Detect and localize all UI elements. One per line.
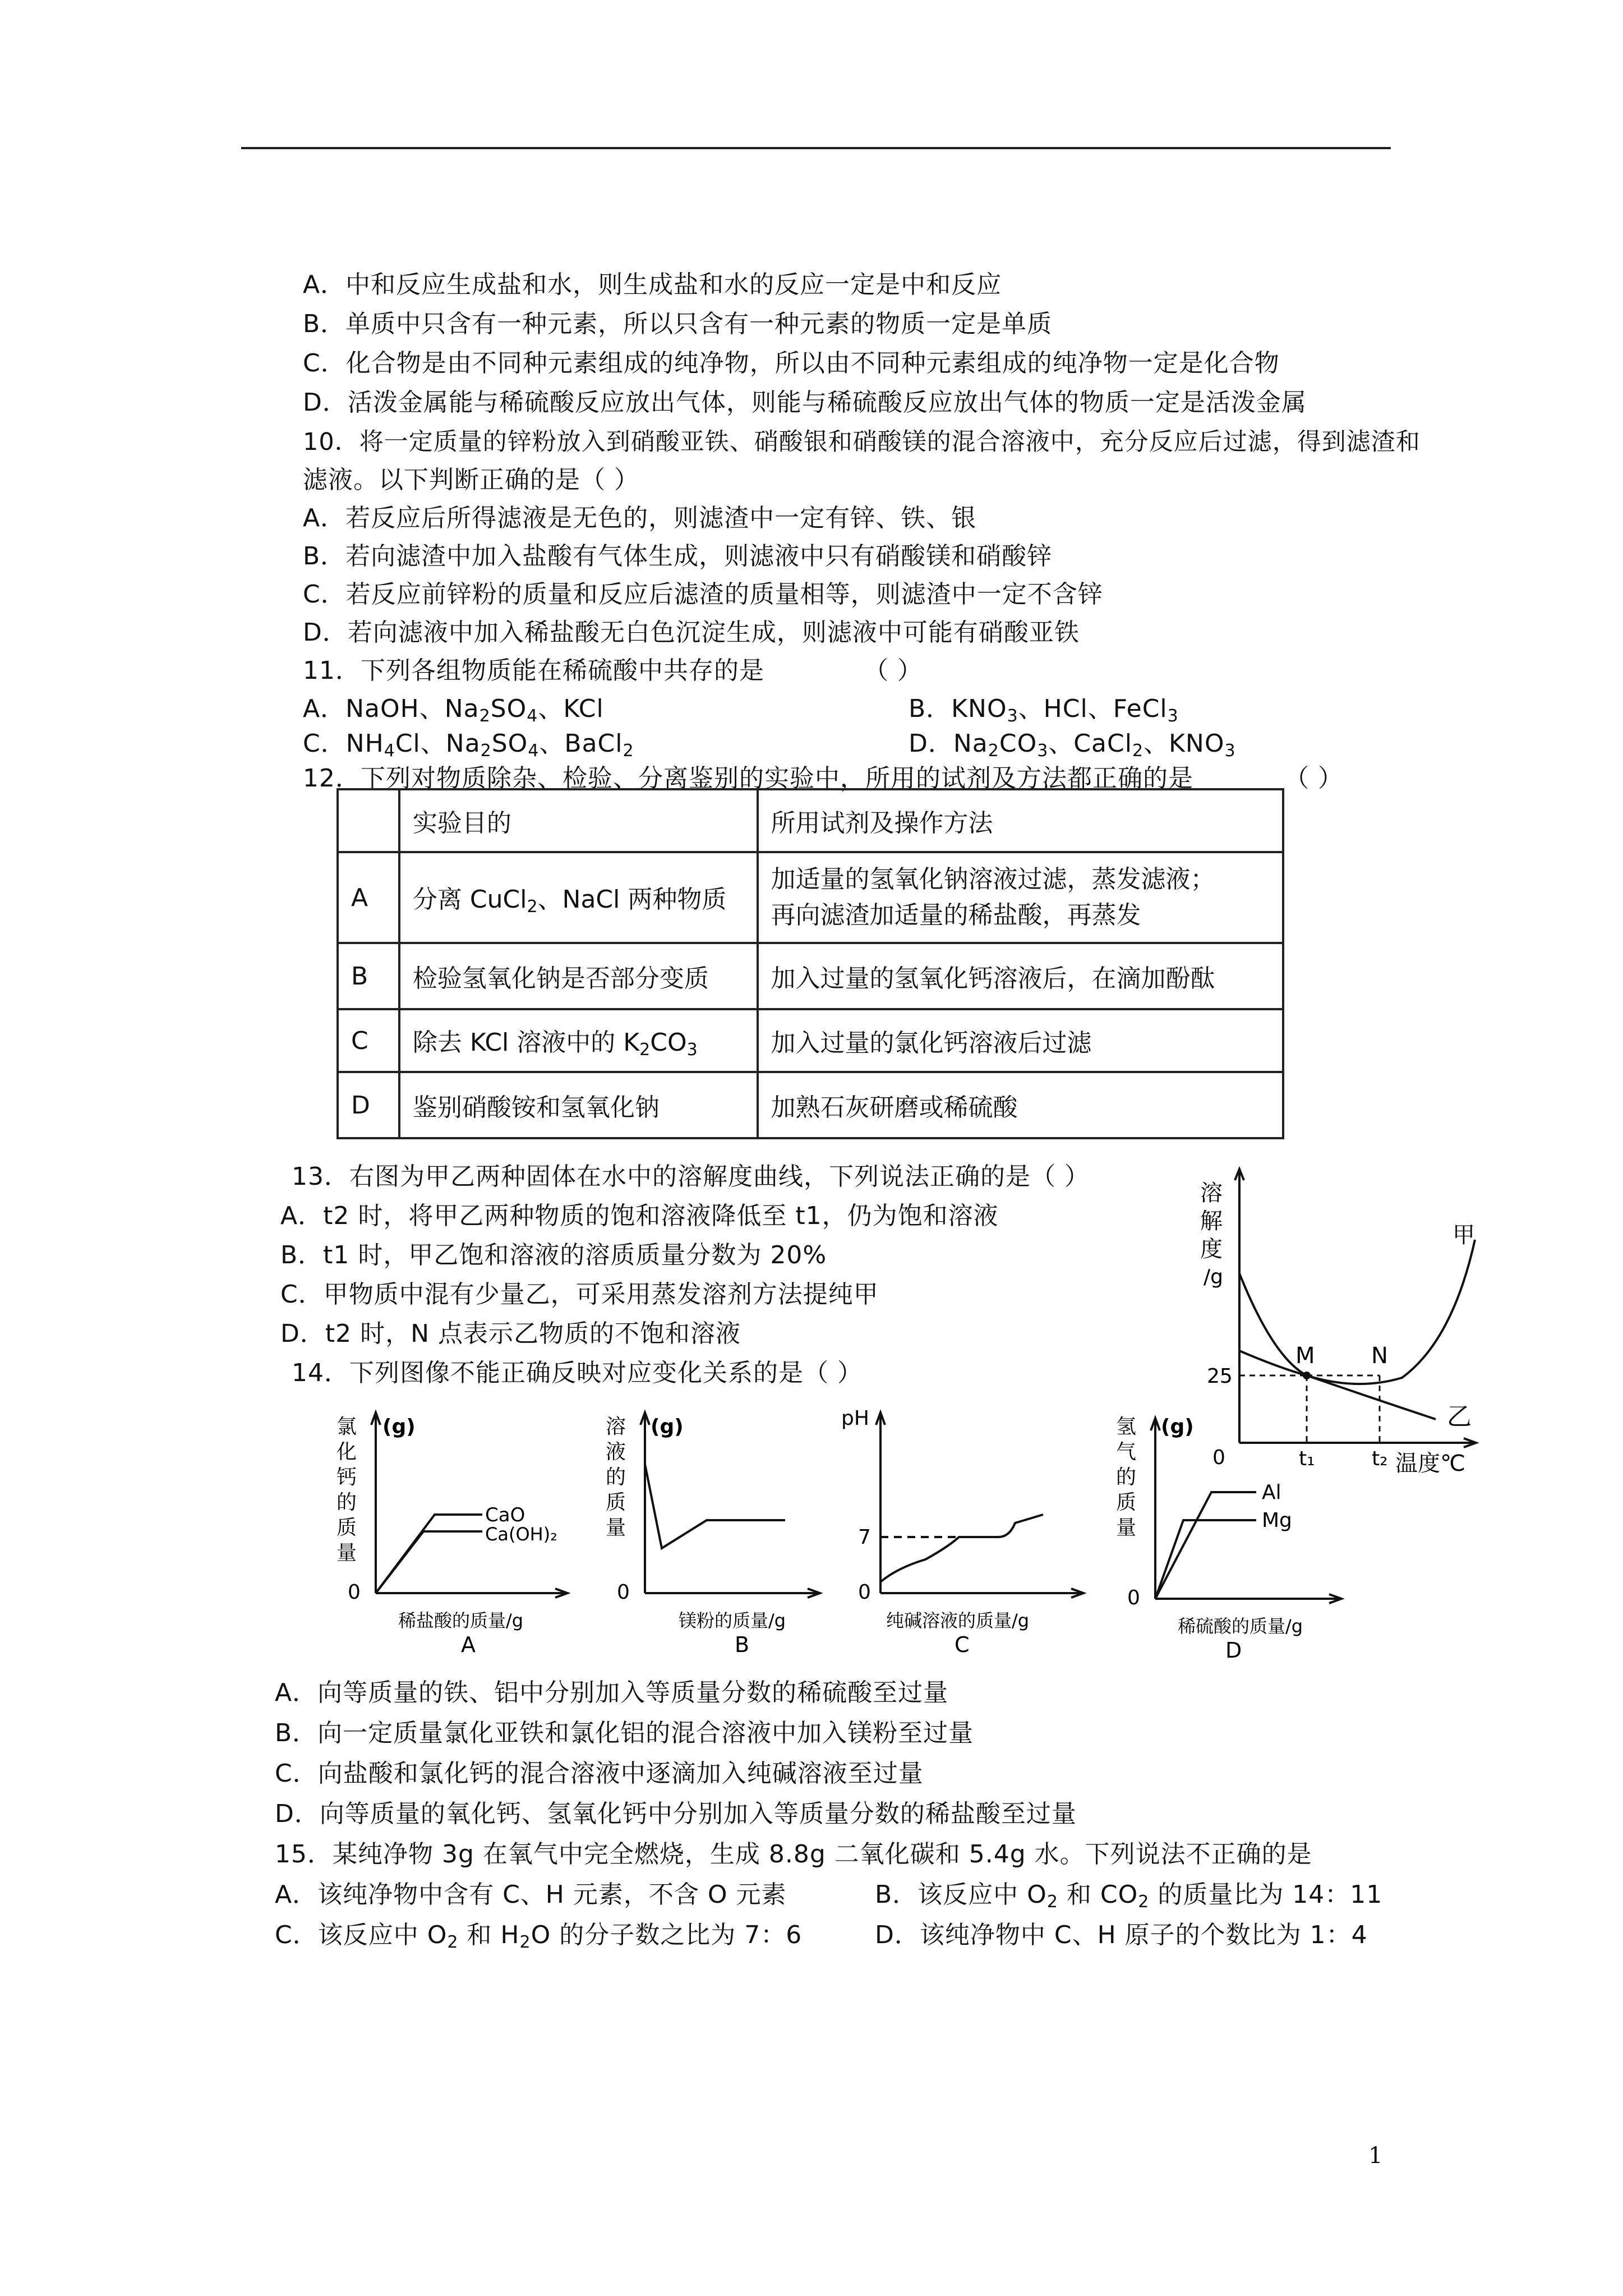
origin-label: 0	[1127, 1586, 1140, 1609]
graph-letter: A	[461, 1632, 476, 1657]
y-label-char: 量	[1116, 1516, 1137, 1539]
x-axis-label: 稀盐酸的质量/g	[398, 1610, 524, 1631]
graph-a	[314, 1402, 578, 1666]
q12-table	[336, 788, 1284, 1139]
graph-letter: D	[1225, 1638, 1242, 1663]
table-row	[338, 1009, 1283, 1072]
y-label-char: 化	[336, 1441, 357, 1464]
row-method: 加入过量的氯化钙溶液后过滤	[758, 1009, 1283, 1072]
row-label: B	[338, 943, 399, 1009]
row-goal: 鉴别硝酸铵和氢氧化钠	[399, 1072, 758, 1138]
q11-option-d: D．$Na_2CO_3$、CaCl$_2$、$KNO_3$	[909, 729, 1236, 761]
line-al	[1155, 1492, 1256, 1599]
line-cao	[376, 1515, 482, 1593]
table-header-method: 所用试剂及操作方法	[758, 789, 1283, 852]
origin-label: 0	[1212, 1446, 1225, 1469]
point-m-label: M	[1295, 1343, 1315, 1369]
q10-option-b: B．若向滤渣中加入盐酸有气体生成，则滤液中只有硝酸镁和硝酸锌	[303, 542, 1053, 570]
q9-option-a: A．中和反应生成盐和水，则生成盐和水的反应一定是中和反应	[303, 270, 1002, 299]
curve-jia	[1239, 1240, 1475, 1384]
q15-option-d: D．该纯净物中 C、H 原子的个数比为 1：4	[875, 1921, 1368, 1949]
x-axis-label: 镁粉的质量/g	[679, 1610, 786, 1631]
table-row	[338, 852, 1283, 943]
q15-option-c: C．该反应中 $O_2$ 和 $H_2O$ 的分子数之比为 7：6	[275, 1921, 803, 1952]
q11-stem: 11．下列各组物质能在稀硫酸中共存的是	[303, 656, 764, 685]
q12-answer-paren: （ ）	[1284, 764, 1343, 793]
q14-stem: 14．下列图像不能正确反映对应变化关系的是（ ）	[292, 1359, 863, 1387]
point-n-label: N	[1371, 1343, 1388, 1369]
y-label-char: 的	[1116, 1466, 1137, 1489]
page-number: 1	[1368, 2143, 1383, 2169]
row-goal: 除去 KCl 溶液中的 $K_2CO_3$	[399, 1009, 758, 1072]
q11-option-a: A．NaOH、$Na_2SO_4$、KCl	[303, 694, 604, 726]
y-axis-label-char: 解	[1200, 1208, 1223, 1234]
curve-yi-label: 乙	[1447, 1402, 1472, 1431]
y-label-char: 氯	[336, 1415, 357, 1438]
graph-letter: C	[955, 1632, 970, 1657]
q10-stem-line2: 滤液。以下判断正确的是（ ）	[303, 466, 639, 494]
q11-answer-paren: （ ）	[864, 656, 923, 685]
y-label-char: 钙	[336, 1466, 357, 1489]
row-goal: 分离 CuCl$_2$、NaCl 两种物质	[399, 852, 758, 943]
q10-option-c: C．若反应前锌粉的质量和反应后滤渣的质量相等，则滤渣中一定不含锌	[303, 580, 1103, 609]
y-label-char: 质	[606, 1491, 626, 1514]
y-unit: (g)	[1161, 1415, 1194, 1438]
graph-d	[1105, 1408, 1352, 1672]
q14-option-d: D．向等质量的氧化钙、氢氧化钙中分别加入等质量分数的稀盐酸至过量	[275, 1800, 1077, 1828]
y-label-char: 气	[1116, 1441, 1137, 1464]
y-axis-label: pH	[841, 1407, 869, 1430]
graph-letter: B	[735, 1632, 750, 1657]
y-axis-label-char: 度	[1200, 1236, 1223, 1262]
q14-option-a: A．向等质量的铁、铝中分别加入等质量分数的稀硫酸至过量	[275, 1678, 949, 1707]
line-ph	[880, 1515, 1043, 1582]
line-solution-mass	[645, 1464, 785, 1548]
q13-option-c: C．甲物质中混有少量乙，可采用蒸发溶剂方法提纯甲	[280, 1280, 879, 1309]
line-mg	[1155, 1520, 1256, 1599]
table-row	[338, 943, 1283, 1009]
y-axis-label-char: 溶	[1200, 1180, 1223, 1206]
y-label-char: 质	[1116, 1491, 1137, 1514]
row-goal: 检验氢氧化钠是否部分变质	[399, 943, 758, 1009]
origin-label: 0	[858, 1581, 871, 1604]
graph-b	[594, 1402, 830, 1666]
row-label: D	[338, 1072, 399, 1138]
table-header-row	[338, 789, 1283, 852]
y-label-char: 量	[606, 1516, 626, 1539]
y-label-char: 量	[336, 1542, 357, 1565]
origin-label: 0	[617, 1581, 630, 1604]
x-axis-label: 温度℃	[1395, 1451, 1465, 1476]
y-label-char: 液	[606, 1441, 626, 1464]
q13-stem: 13．右图为甲乙两种固体在水中的溶解度曲线，下列说法正确的是（ ）	[292, 1162, 1090, 1191]
q13-option-b: B．t1 时，甲乙饱和溶液的溶质质量分数为 20%	[280, 1241, 827, 1269]
y-label-char: 氢	[1116, 1415, 1137, 1438]
q14-option-b: B．向一定质量氯化亚铁和氯化铝的混合溶液中加入镁粉至过量	[275, 1719, 974, 1747]
table-cell	[338, 789, 399, 852]
line-label-al: Al	[1262, 1481, 1281, 1504]
q11-option-b: B．$KNO_3$、HCl、FeCl$_3$	[909, 694, 1179, 726]
row-method: 加熟石灰研磨或稀硫酸	[758, 1072, 1283, 1138]
q10-option-a: A．若反应后所得滤液是无色的，则滤渣中一定有锌、铁、银	[303, 504, 977, 532]
q10-stem-line1: 10．将一定质量的锌粉放入到硝酸亚铁、硝酸银和硝酸镁的混合溶液中，充分反应后过滤，得到滤渣和	[303, 428, 1421, 456]
row-label: C	[338, 1009, 399, 1072]
q15-option-b: B．该反应中 $O_2$ 和 $CO_2$ 的质量比为 14：11	[875, 1880, 1383, 1912]
row-method: 加适量的氢氧化钠溶液过滤，蒸发滤液； 再向滤渣加适量的稀盐酸，再蒸发	[758, 852, 1283, 943]
row-label: A	[338, 852, 399, 943]
q10-option-d: D．若向滤液中加入稀盐酸无白色沉淀生成，则滤液中可能有硝酸亚铁	[303, 618, 1080, 647]
t2-label: t₂	[1372, 1447, 1388, 1470]
y-label-char: 的	[606, 1466, 626, 1489]
y-unit: (g)	[382, 1415, 416, 1438]
graph-c	[836, 1402, 1094, 1666]
table-header-goal: 实验目的	[399, 789, 758, 852]
y-tick-25: 25	[1207, 1365, 1233, 1388]
q13-option-a: A．t2 时，将甲乙两种物质的饱和溶液降低至 t1，仍为饱和溶液	[280, 1202, 999, 1230]
y-axis-unit: /g	[1204, 1266, 1223, 1289]
q13-option-d: D．t2 时，N 点表示乙物质的不饱和溶液	[280, 1319, 741, 1348]
y-unit: (g)	[651, 1415, 684, 1438]
header-rule	[241, 147, 1391, 149]
q15-option-a: A．该纯净物中含有 C、H 元素，不含 O 元素	[275, 1880, 787, 1909]
q9-option-b: B．单质中只含有一种元素，所以只含有一种元素的物质一定是单质	[303, 310, 1053, 338]
y-label-char: 质	[336, 1516, 357, 1539]
y-label-char: 溶	[606, 1415, 626, 1438]
row-method: 加入过量的氢氧化钙溶液后，在滴加酚酞	[758, 943, 1283, 1009]
q9-option-d: D．活泼金属能与稀硫酸反应放出气体，则能与稀硫酸反应放出气体的物质一定是活泼金属	[303, 388, 1307, 417]
origin-label: 0	[348, 1581, 361, 1604]
x-axis-label: 纯碱溶液的质量/g	[886, 1610, 1030, 1631]
line-caoh2	[376, 1531, 482, 1593]
line-label-cao: CaO	[485, 1504, 525, 1526]
q12-stem: 12．下列对物质除杂、检验、分离鉴别的实验中，所用的试剂及方法都正确的是	[303, 764, 1193, 793]
x-axis-label: 稀硫酸的质量/g	[1178, 1616, 1303, 1637]
table-row	[338, 1072, 1283, 1138]
curve-jia-label: 甲	[1453, 1222, 1475, 1248]
y-label-char: 的	[336, 1491, 357, 1514]
line-label-caoh2: Ca(OH)₂	[485, 1524, 557, 1545]
line-label-mg: Mg	[1262, 1509, 1292, 1532]
q14-option-c: C．向盐酸和氯化钙的混合溶液中逐滴加入纯碱溶液至过量	[275, 1759, 924, 1788]
y-tick-7: 7	[858, 1526, 871, 1549]
q9-option-c: C．化合物是由不同种元素组成的纯净物，所以由不同种元素组成的纯净物一定是化合物	[303, 349, 1280, 378]
t1-label: t₁	[1299, 1447, 1315, 1470]
q15-stem: 15．某纯净物 3g 在氧气中完全燃烧，生成 8.8g 二氧化碳和 5.4g 水。下列说法不正确的是	[275, 1840, 1312, 1869]
q11-option-c: C．$NH_4Cl$、$Na_2SO_4$、BaCl$_2$	[303, 729, 634, 761]
